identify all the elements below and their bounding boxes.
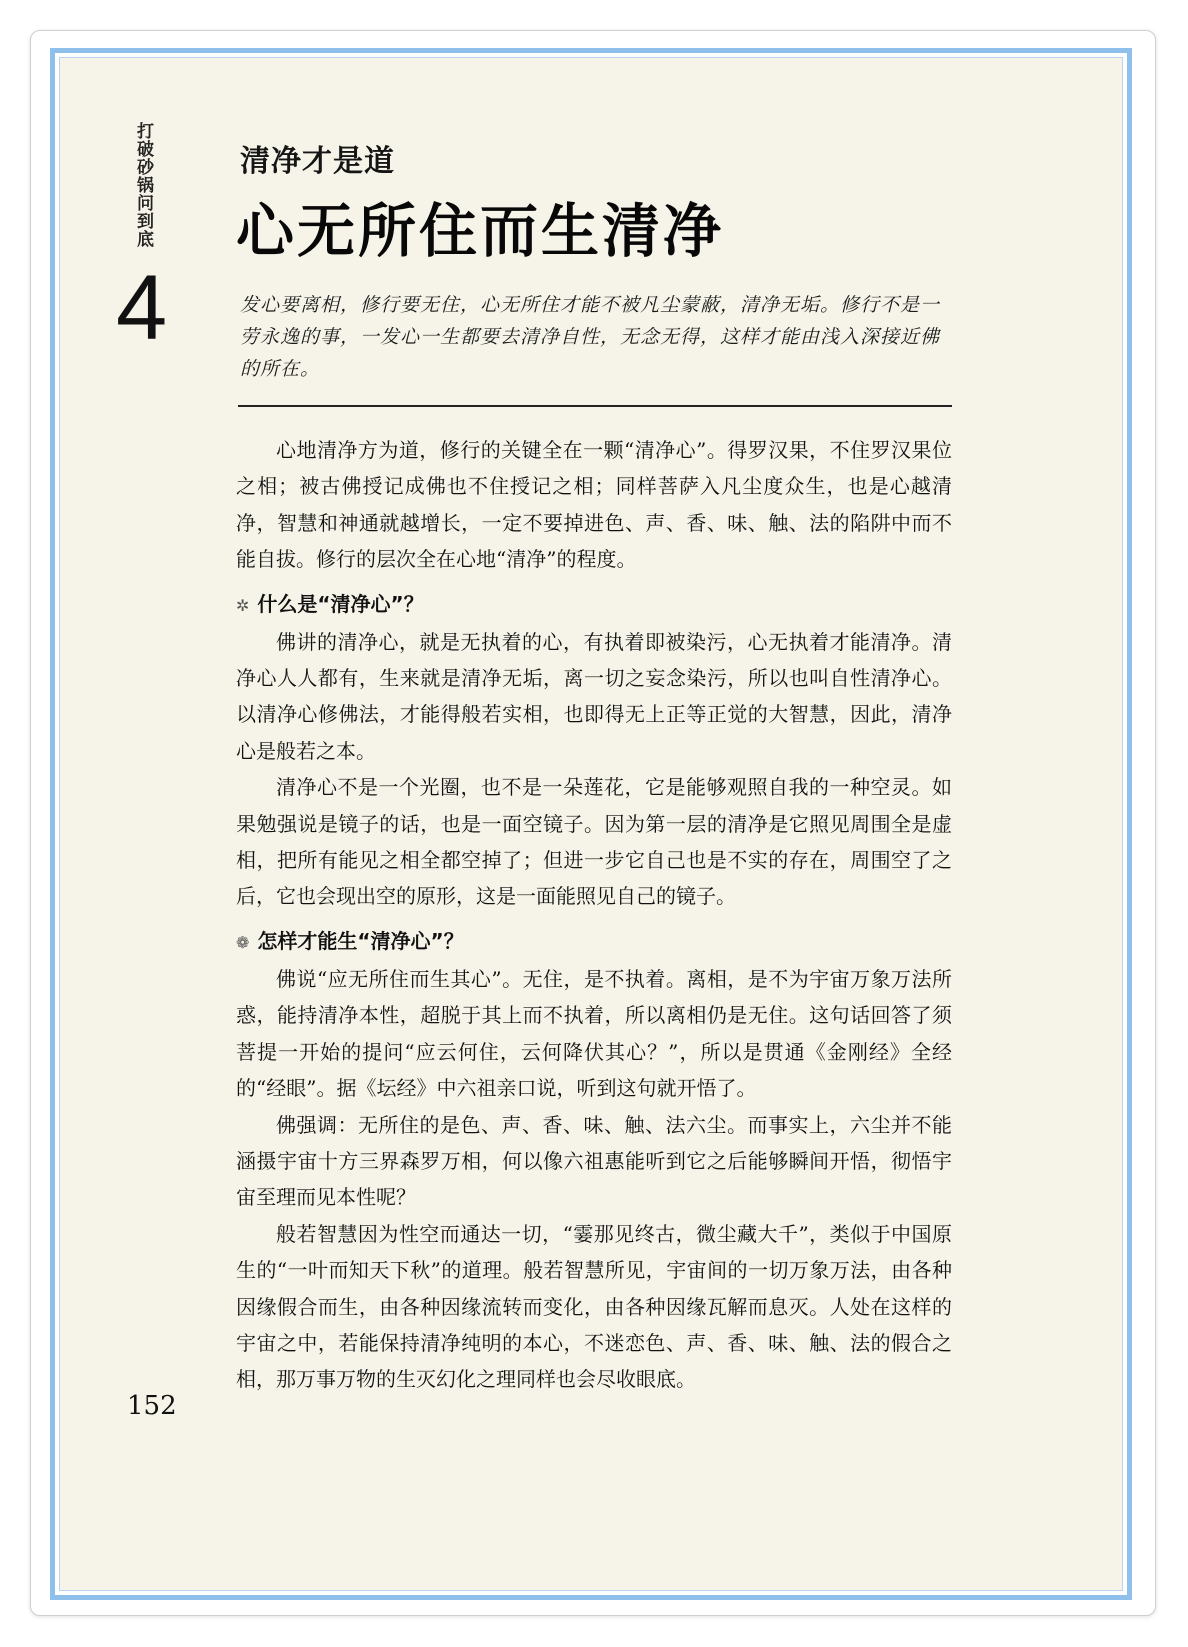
section-heading [236,923,952,961]
page-title: 心无所住而生清净 [236,197,725,265]
section-heading-text: 怎样才能生“清净心”？ [257,928,464,953]
page-subtitle: 清净才是道 [240,144,395,179]
side-running-head: 打破砂锅问到底 [133,122,153,248]
page-number: 152 [127,1391,177,1421]
intro-paragraph: 发心要离相，修行要无住，心无所住才能不被凡尘蒙蔽，清净无垢。修行不是一劳永逸的事，一发心一生都要去清净自性，无念无得，这样才能由浅入深接近佛的所在。 [240,294,941,380]
section-heading [236,586,952,624]
body-paragraph: 佛讲的清净心，就是无执着的心，有执着即被染污，心无执着才能清净。清净心人人都有，生来就是清净无垢，离一切之妄念染污，所以也叫自性清净心。以清净心修佛法，才能得般若实相，也即得无上正等正觉的大智慧，因此，清净心是般若之本。 [236,629,952,763]
chapter-number: 4 [116,257,168,359]
flower-bullet-icon: ✲ [236,595,250,615]
body-paragraph: 心地清净方为道，修行的关键全在一颗“清净心”。得罗汉果，不住罗汉果位之相；被古佛授记成佛也不住授记之相；同样菩萨入凡尘度众生，也是心越清净，智慧和神通就越增长，一定不要掉进色、声、香、味、触、法的陷阱中而不能自拔。修行的层次全在心地“清净”的程度。 [236,438,952,572]
article-body [236,432,952,1398]
body-paragraph: 般若智慧因为性空而通达一切，“霎那见终古，微尘藏大千”，类似于中国原生的“一叶而知天下秋”的道理。般若智慧所见，宇宙间的一切万象万法，由各种因缘假合而生，由各种因缘流转而变化，由各种因缘瓦解而息灭。人处在这样的宇宙之中，若能保持清净纯明的本心，不迷恋色、声、香、味、触、法的假合之相，那万事万物的生灭幻化之理同样也会尽收眼底。 [236,1221,952,1392]
section-heading-text: 什么是“清净心”？ [257,591,424,616]
body-paragraph: 佛强调：无所住的是色、声、香、味、触、法六尘。而事实上，六尘并不能涵摄宇宙十方三界森罗万相，何以像六祖惠能听到它之后能够瞬间开悟，彻悟宇宙至理而见本性呢？ [236,1112,952,1210]
title-divider [238,405,952,407]
body-paragraph: 清净心不是一个光圈，也不是一朵莲花，它是能够观照自我的一种空灵。如果勉强说是镜子的话，也是一面空镜子。因为第一层的清净是它照见周围全是虚相，把所有能见之相全都空掉了；但进一步它自己也是不实的存在，周围空了之后，它也会现出空的原形，这是一面能照见自己的镜子。 [236,775,952,909]
body-paragraph: 佛说“应无所住而生其心”。无住，是不执着。离相，是不为宇宙万象万法所惑，能持清净本性，超脱于其上而不执着，所以离相仍是无住。这句话回答了须菩提一开始的提问“应云何住，云何降伏其心？”，所以是贯通《金刚经》全经的“经眼”。据《坛经》中六祖亲口说，听到这句就开悟了。 [236,966,952,1101]
flower-bullet-icon: ❁ [236,932,250,952]
